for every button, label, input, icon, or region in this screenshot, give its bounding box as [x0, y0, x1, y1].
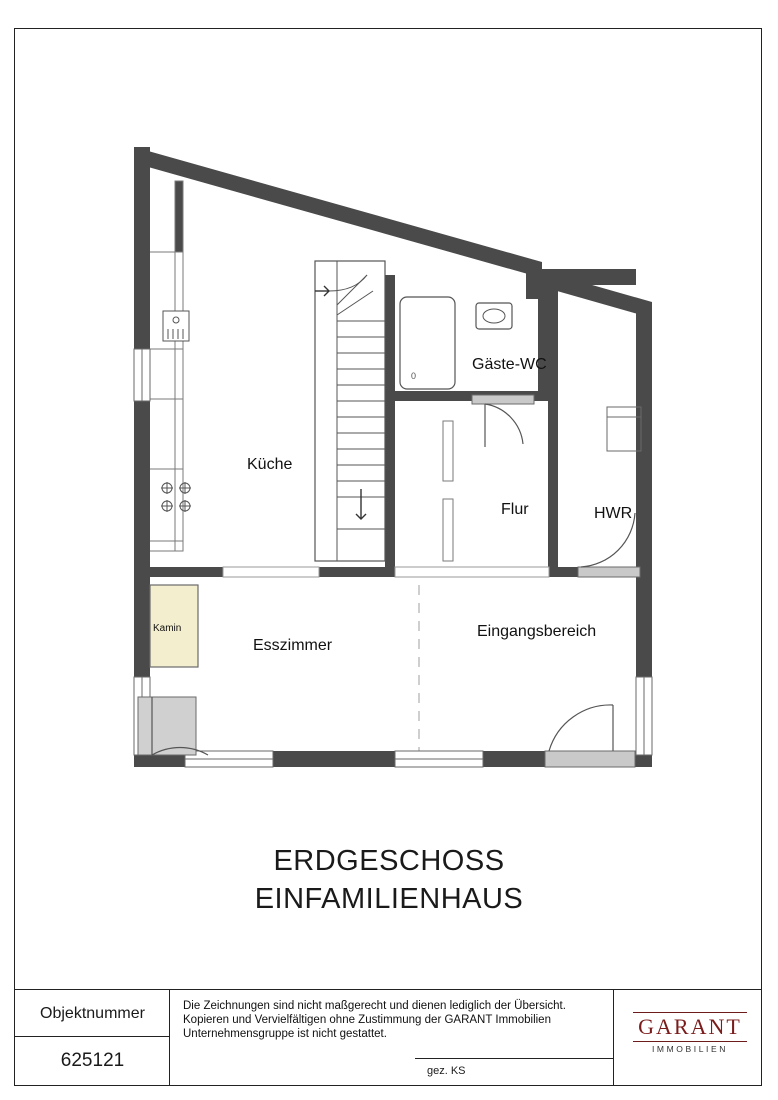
- document-page: [14, 28, 762, 1086]
- room-label-esszimmer: Esszimmer: [253, 637, 333, 654]
- drawn-by-field: gez. KS: [415, 1058, 614, 1085]
- floor-plan: [15, 29, 763, 829]
- logo-subtitle: IMMOBILIEN: [651, 1044, 729, 1054]
- logo-wordmark: GARANT: [638, 1014, 742, 1039]
- objektnummer-label: Objektnummer: [15, 990, 170, 1037]
- title-block: [15, 989, 761, 1085]
- svg-text:0: 0: [411, 371, 417, 381]
- disclaimer-line-1: Die Zeichnungen sind nicht maßgerecht und dienen lediglich der Übersicht.: [183, 1000, 566, 1012]
- objektnummer-value: 625121: [60, 1050, 125, 1071]
- plan-title-building: EINFAMILIENHAUS: [254, 883, 524, 915]
- room-label-gaeste-wc: Gäste-WC: [472, 356, 547, 373]
- fixture-label-kamin: Kamin: [153, 623, 182, 634]
- room-label-flur: Flur: [501, 501, 529, 518]
- disclaimer-line-3: Unternehmensgruppe ist nicht gestattet.: [183, 1028, 387, 1040]
- walls: [134, 147, 652, 767]
- garant-logo: [615, 990, 761, 1085]
- logo-top-rule: [633, 1012, 747, 1013]
- disclaimer-line-2: Kopieren und Vervielfältigen ohne Zustimmung der GARANT Immobilien: [183, 1014, 551, 1026]
- plan-title-floor: ERDGESCHOSS: [273, 845, 505, 877]
- logo-bottom-rule: [633, 1041, 747, 1042]
- room-label-hwr: HWR: [594, 505, 633, 522]
- room-label-eingangsbereich: Eingangsbereich: [477, 623, 597, 640]
- objektnummer-block: [15, 990, 170, 1085]
- room-label-kueche: Küche: [247, 456, 293, 473]
- floor-plan-drawing: [15, 29, 763, 829]
